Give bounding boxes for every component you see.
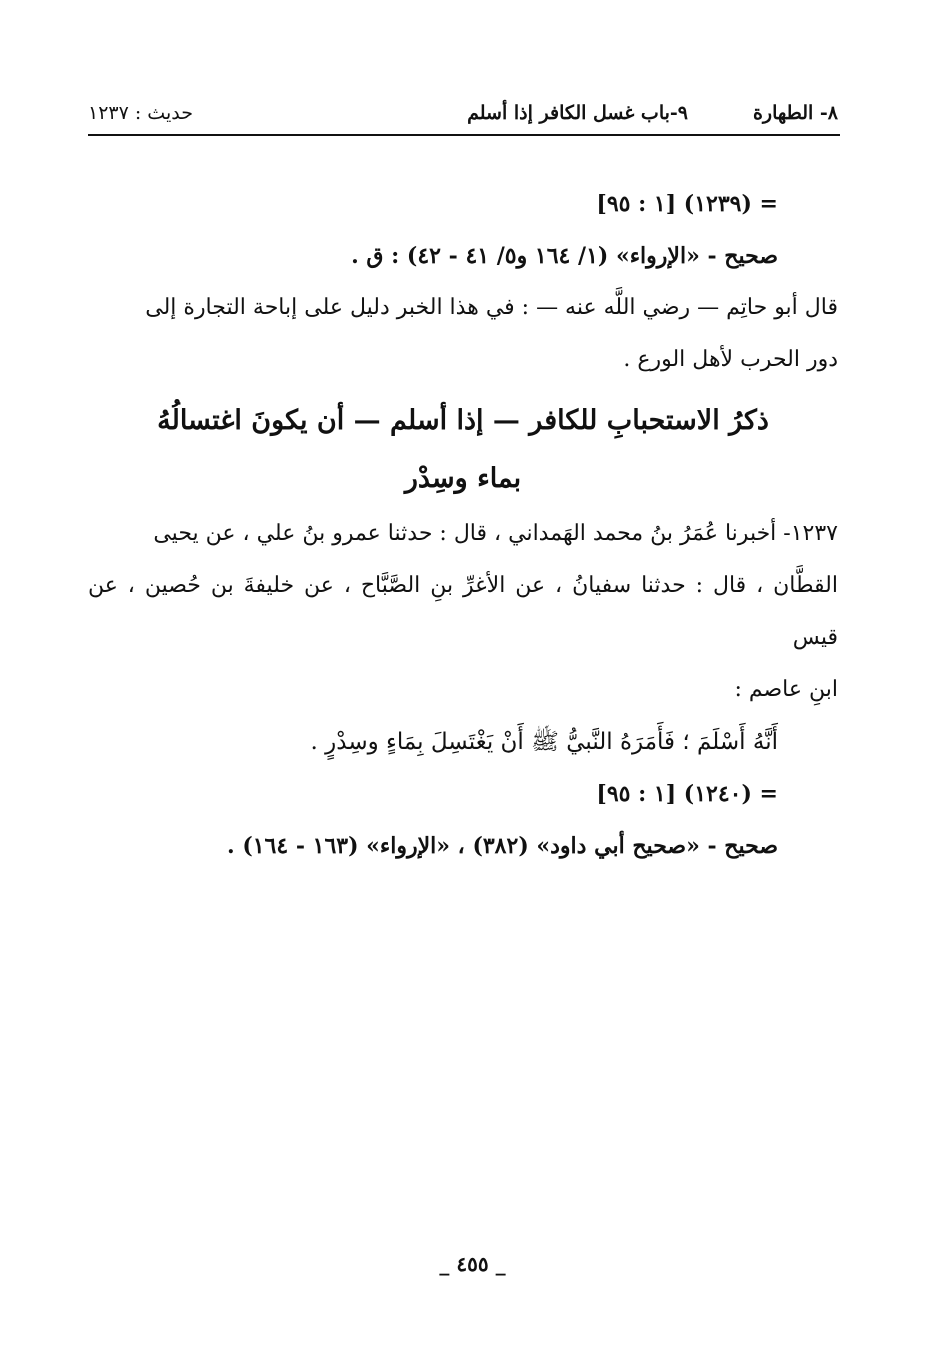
grading-line-2: صحيح - «صحيح أبي داود» (٣٨٢) ، «الإرواء» (١٦٣ - ١٦٤) . xyxy=(227,833,778,859)
isnad-line-1: ١٢٣٧- أخبرنا عُمَرُ بنُ محمد الهَمداني ، قال : حدثنا عمرو بنُ علي ، عن يحيى xyxy=(153,521,838,546)
running-header xyxy=(88,96,838,136)
abu-hatim-comment-line-1: قال أبو حاتِم — رضي اللَّه عنه — : في هذا الخبر دليل على إباحة التجارة إلى xyxy=(145,295,838,320)
section-title: ٩-باب غسل الكافر إذا أسلم xyxy=(467,102,688,124)
page-body xyxy=(88,178,838,872)
hadith-reference: حديث : ١٢٣٧ xyxy=(88,102,193,124)
isnad-line-2: القطَّان ، قال : حدثنا سفيانُ ، عن الأغرِّ بنِ الصَّبَّاح ، عن خليفةَ بن حُصين ، عن قيس xyxy=(88,573,838,650)
hadith-matn: أَنَّهُ أَسْلَمَ ؛ فَأَمَرَهُ النَّبيُّ ﷺ أَنْ يَغْتَسِلَ بِمَاءٍ وسِدْرٍ . xyxy=(310,729,778,755)
isnad-line-3: ابنِ عاصم : xyxy=(734,677,838,702)
header-divider xyxy=(88,134,840,136)
cross-reference-1240: = (١٢٤٠) [١ : ٩٥] xyxy=(596,781,778,807)
chapter-title: ٨- الطهارة xyxy=(752,102,838,124)
cross-reference-1239: = (١٢٣٩) [١ : ٩٥] xyxy=(596,191,778,217)
chapter-heading-line-2: بماء وسِدْر xyxy=(404,463,522,494)
page-number: _ ٤٥٥ _ xyxy=(439,1252,506,1276)
chapter-heading-line-1: ذكرُ الاستحبابِ للكافر — إذا أسلم — أن يكونَ اغتسالُهُ xyxy=(157,405,769,436)
abu-hatim-comment-line-2: دور الحرب لأهل الورع . xyxy=(623,347,838,372)
grading-line-1: صحيح - «الإرواء» (١/ ١٦٤ و٥/ ٤١ - ٤٢) : ق . xyxy=(351,243,778,269)
